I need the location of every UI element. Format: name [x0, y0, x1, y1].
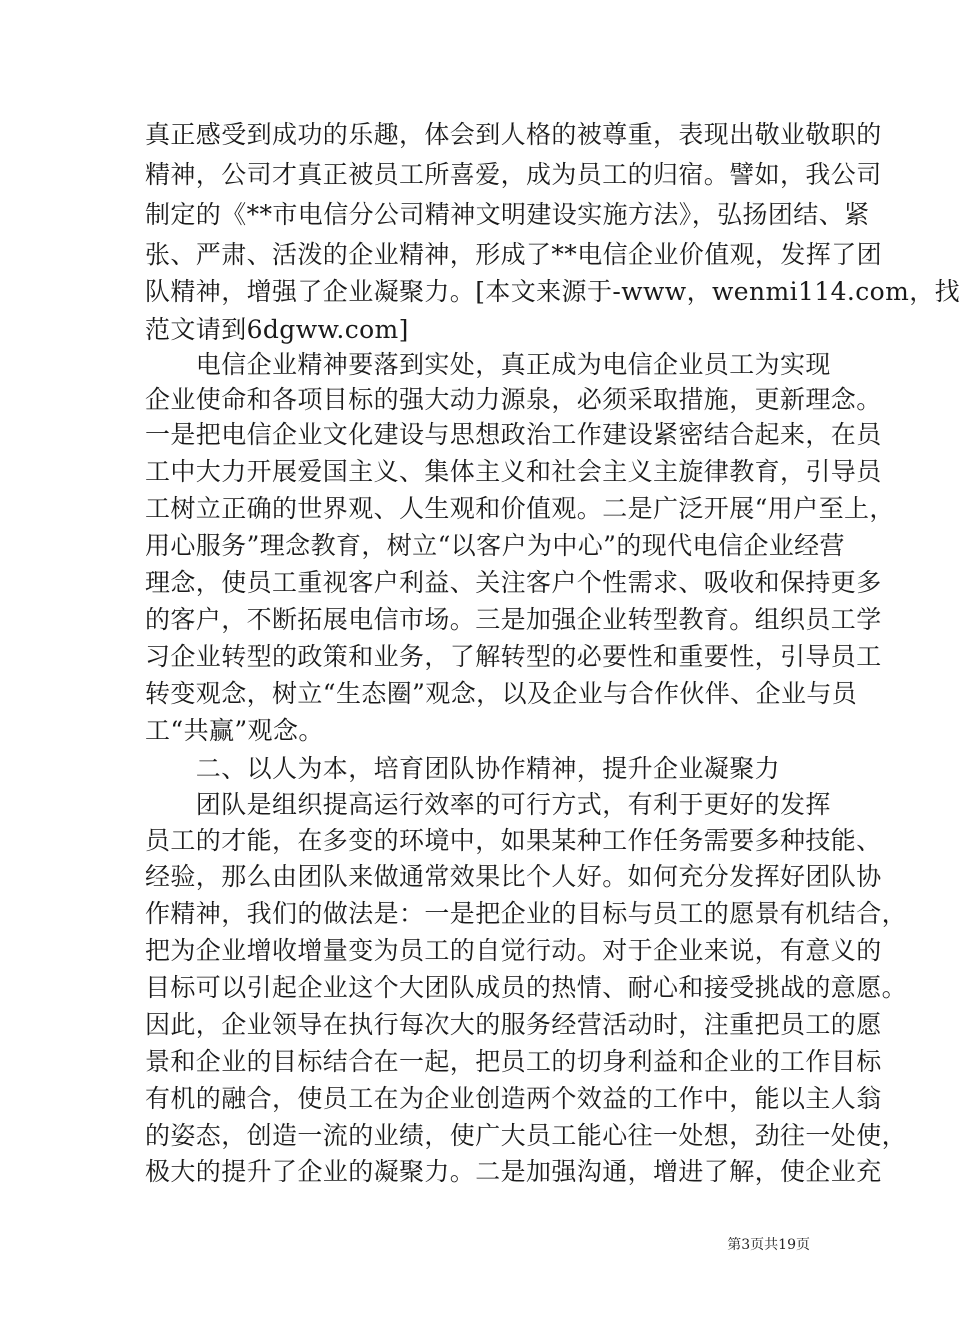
body-text-line: 工中大力开展爱国主义、集体主义和社会主义主旋律教育，引导员 — [145, 457, 882, 486]
paragraph-first-line: 电信企业精神要落到实处，真正成为电信企业员工为实现 — [145, 350, 831, 379]
body-text-line: 经验，那么由团队来做通常效果比个人好。如何充分发挥好团队协 — [145, 862, 882, 891]
body-text-line: 转变观念，树立“生态圈”观念，以及企业与合作伙伴、企业与员 — [145, 679, 858, 708]
body-text-line: 员工的才能，在多变的环境中，如果某种工作任务需要多种技能、 — [145, 826, 882, 855]
body-text-line: 工“共赢”观念。 — [145, 716, 324, 745]
body-text-line: 景和企业的目标结合在一起，把员工的切身利益和企业的工作目标 — [145, 1047, 882, 1076]
body-text-line: 企业使命和各项目标的强大动力源泉，必须采取措施，更新理念。 — [145, 385, 882, 414]
body-text-line: 队精神，增强了企业凝聚力。[本文来源于-www，wenmi114.com，找 — [145, 277, 960, 306]
body-text-line: 习企业转型的政策和业务，了解转型的必要性和重要性，引导员工 — [145, 642, 882, 671]
paragraph-first-line: 团队是组织提高运行效率的可行方式，有利于更好的发挥 — [145, 790, 831, 819]
body-text-line: 张、严肃、活泼的企业精神，形成了**电信企业价值观，发挥了团 — [145, 240, 883, 269]
section-heading: 二、以人为本，培育团队协作精神，提升企业凝聚力 — [145, 754, 781, 783]
page-number: 第3页共19页 — [727, 1237, 810, 1253]
body-text-line: 用心服务”理念教育，树立“以客户为中心”的现代电信企业经营 — [145, 531, 845, 560]
body-text-line: 目标可以引起企业这个大团队成员的热情、耐心和接受挑战的意愿。 — [145, 973, 908, 1002]
body-text-line: 一是把电信企业文化建设与思想政治工作建设紧密结合起来，在员 — [145, 420, 882, 449]
body-text-line: 把为企业增收增量变为员工的自觉行动。对于企业来说，有意义的 — [145, 936, 882, 965]
body-text-line: 范文请到6dgww.com] — [145, 315, 409, 344]
body-text-line: 作精神，我们的做法是：一是把企业的目标与员工的愿景有机结合， — [145, 899, 908, 928]
body-text-line: 的客户，不断拓展电信市场。三是加强企业转型教育。组织员工学 — [145, 605, 882, 634]
body-text-line: 工树立正确的世界观、人生观和价值观。二是广泛开展“用户至上， — [145, 494, 895, 523]
body-text-line: 因此，企业领导在执行每次大的服务经营活动时，注重把员工的愿 — [145, 1010, 882, 1039]
body-text-line: 制定的《**市电信分公司精神文明建设实施方法》，弘扬团结、紧 — [145, 200, 870, 229]
body-text-line: 的姿态，创造一流的业绩，使广大员工能心往一处想，劲往一处使， — [145, 1121, 908, 1150]
body-text-line: 精神，公司才真正被员工所喜爱，成为员工的归宿。譬如，我公司 — [145, 160, 882, 189]
body-text-line: 真正感受到成功的乐趣，体会到人格的被尊重，表现出敬业敬职的 — [145, 120, 882, 149]
body-text-line: 极大的提升了企业的凝聚力。二是加强沟通，增进了解，使企业充 — [145, 1157, 882, 1186]
body-text-line: 理念，使员工重视客户利益、关注客户个性需求、吸收和保持更多 — [145, 568, 882, 597]
body-text-line: 有机的融合，使员工在为企业创造两个效益的工作中，能以主人翁 — [145, 1084, 882, 1113]
